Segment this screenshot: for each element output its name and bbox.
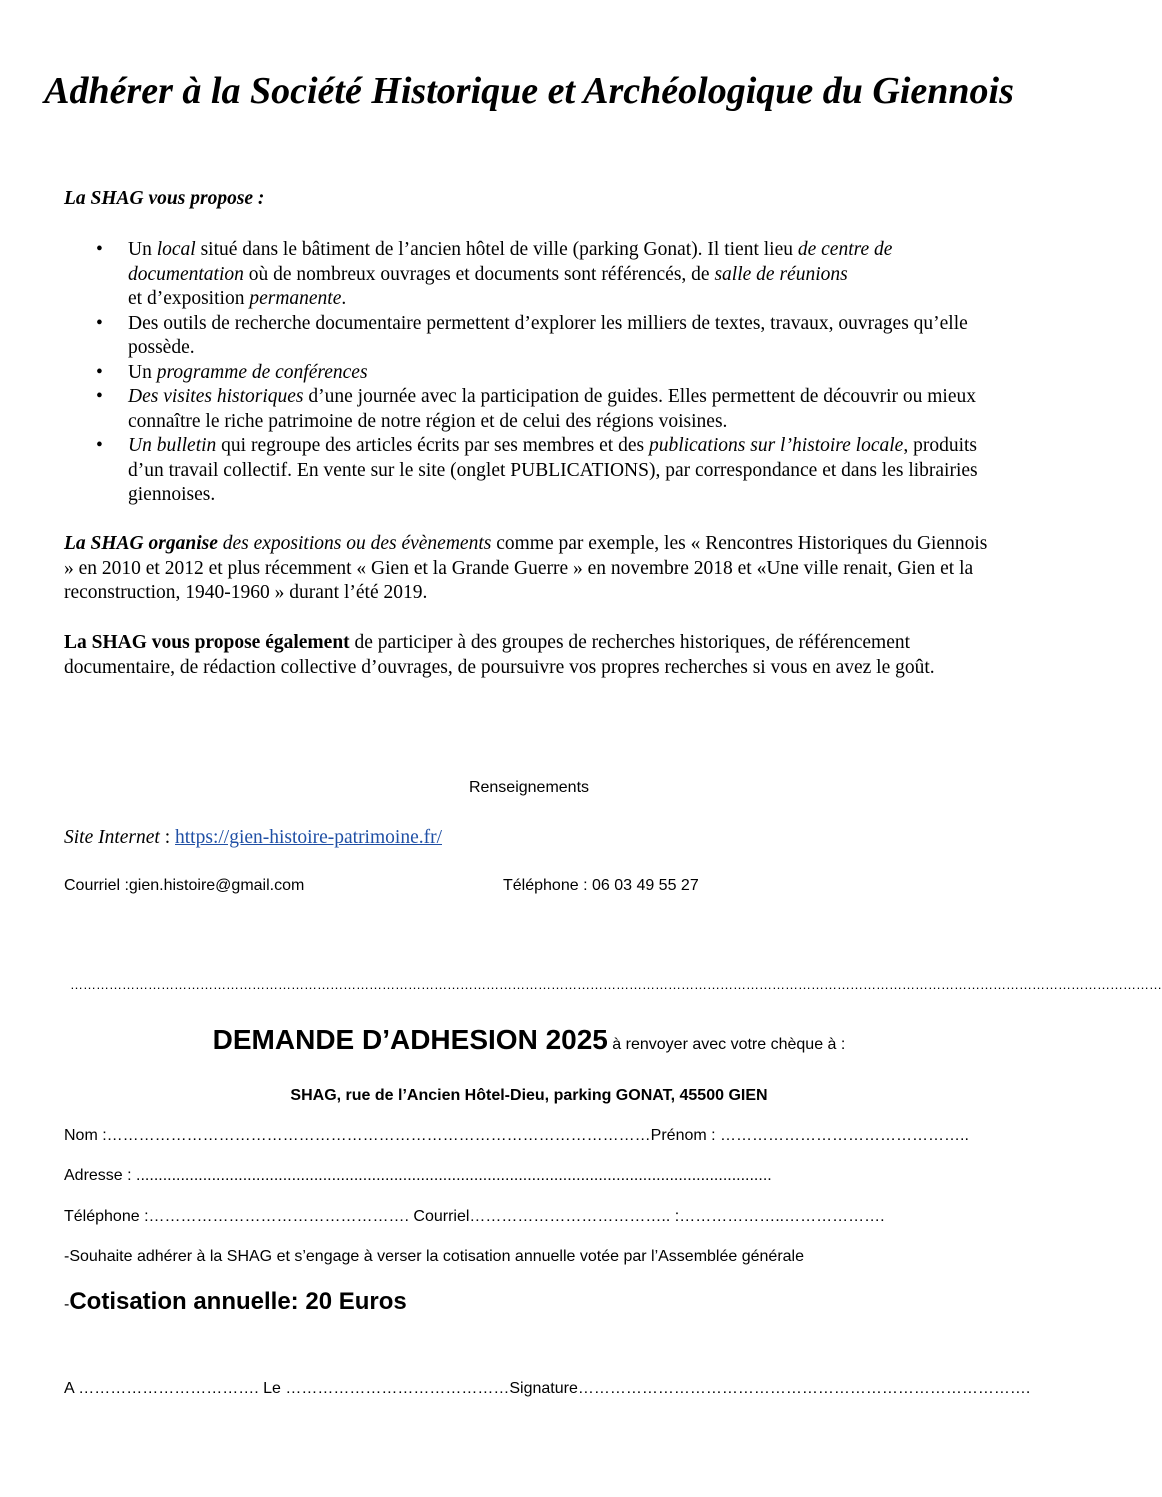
form-title: DEMANDE D’ADHESION 2025 bbox=[212, 1024, 608, 1055]
feature-list bbox=[64, 238, 994, 508]
bullet-icon: • bbox=[96, 386, 103, 407]
cut-line-separator: ……………………………………………………………………………………………………………………………………………………………………………………………………………………………… bbox=[70, 977, 1162, 992]
feature-text: , produits d’un travail collectif. En vente sur le site (onglet PUBLICATIONS), par correspondance et dans les librairies giennoises. bbox=[128, 435, 978, 505]
feature-text: qui regroupe des articles écrits par ses membres et des bbox=[216, 435, 649, 456]
signature-line[interactable]: A ……………………………. Le ……………………………………Signature…………………………………………………………………………. bbox=[64, 1380, 1031, 1397]
phone-line: Téléphone : 06 03 49 55 27 bbox=[503, 877, 699, 894]
feature-item bbox=[96, 312, 994, 361]
feature-text: d’une journée avec la participation de guides. Elles permettent de découvrir ou mieux connaître le riche patrimoine de notre région et de celui des régions voisines. bbox=[128, 386, 977, 432]
website-label: Site Internet bbox=[64, 827, 160, 848]
website-link[interactable]: https://gien-histoire-patrimoine.fr/ bbox=[175, 827, 442, 848]
fee-text: Cotisation annuelle: 20 Euros bbox=[69, 1288, 407, 1315]
feature-item bbox=[96, 385, 994, 434]
feature-text: Un bbox=[128, 239, 157, 260]
organise-lead-italic: des expositions ou des évènements bbox=[217, 533, 492, 554]
website-separator: : bbox=[159, 827, 176, 848]
propose-text: de participer à des groupes de recherches historiques, de référencement documentaire, de rédaction collective d’ouvrages, de poursuivre vos propres recherches si vous en avez le goût. bbox=[64, 632, 935, 678]
feature-text: où de nombreux ouvrages et documents sont référencés, de bbox=[243, 263, 715, 285]
commitment-statement: -Souhaite adhérer à la SHAG et s’engage à verser la cotisation annuelle votée par l’Assemblée générale bbox=[64, 1248, 804, 1265]
fee-prefix: - bbox=[64, 1296, 70, 1313]
propose-paragraph bbox=[64, 631, 999, 680]
feature-text: et d’exposition bbox=[128, 288, 250, 309]
info-heading: Renseignements bbox=[468, 779, 590, 796]
address-field-line[interactable]: Adresse : ............................................................................................................................................... bbox=[64, 1167, 772, 1184]
organise-lead: La SHAG organise bbox=[64, 533, 218, 554]
feature-item bbox=[96, 361, 994, 386]
phone-email-field-line[interactable]: Téléphone :…………………………………………. Courriel……………………………….. :………………..………………. bbox=[64, 1208, 885, 1225]
form-title-suffix: à renvoyer avec votre chèque à : bbox=[607, 1036, 846, 1053]
feature-text: programme de conférences bbox=[156, 361, 368, 383]
feature-text: situé dans le bâtiment de l’ancien hôtel de ville (parking Gonat). Il tient lieu bbox=[195, 239, 798, 260]
feature-text: salle de réunions bbox=[714, 263, 848, 285]
membership-form-heading bbox=[0, 1024, 1058, 1056]
bullet-icon: • bbox=[96, 361, 103, 383]
organise-paragraph bbox=[64, 532, 999, 606]
feature-text: Des outils de recherche documentaire permettent d’explorer les milliers de textes, travaux, ouvrages qu’elle possède. bbox=[128, 312, 968, 358]
feature-text: Un bbox=[128, 361, 157, 383]
membership-fee bbox=[64, 1288, 407, 1316]
propose-lead: La SHAG vous propose également bbox=[64, 632, 350, 653]
feature-item bbox=[96, 434, 994, 508]
bullet-icon: • bbox=[96, 312, 103, 334]
feature-text: . bbox=[341, 288, 347, 309]
bullet-icon: • bbox=[96, 435, 103, 456]
name-field-line[interactable]: Nom :…………………………………………………………………………………………Prénom : ……………………………………….. bbox=[64, 1127, 969, 1144]
website-line bbox=[64, 827, 442, 849]
mailing-address: SHAG, rue de l’Ancien Hôtel-Dieu, parking GONAT, 45500 GIEN bbox=[290, 1087, 768, 1104]
feature-text: Un bulletin bbox=[128, 435, 217, 456]
intro-heading: La SHAG vous propose : bbox=[64, 188, 265, 209]
feature-text: Des visites historiques bbox=[128, 386, 304, 407]
feature-item bbox=[96, 238, 994, 312]
email-line: Courriel :gien.histoire@gmail.com bbox=[64, 877, 305, 894]
feature-text: permanente bbox=[249, 288, 342, 309]
page-title: Adhérer à la Société Historique et Archéologique du Giennois bbox=[44, 70, 1014, 112]
feature-text: de centre de documentation bbox=[128, 239, 893, 285]
bullet-icon: • bbox=[96, 239, 103, 260]
feature-text: local bbox=[156, 239, 196, 260]
organise-text: comme par exemple, les « Rencontres Historiques du Giennois » en 2010 et 2012 et plus récemment « Gien et la Grande Guerre » en novembre 2018 et «Une ville renait, Gien et la reconstruction, 1940-1960 » durant l’été 2019. bbox=[64, 533, 988, 603]
feature-text: publications sur l’histoire locale bbox=[648, 435, 904, 456]
